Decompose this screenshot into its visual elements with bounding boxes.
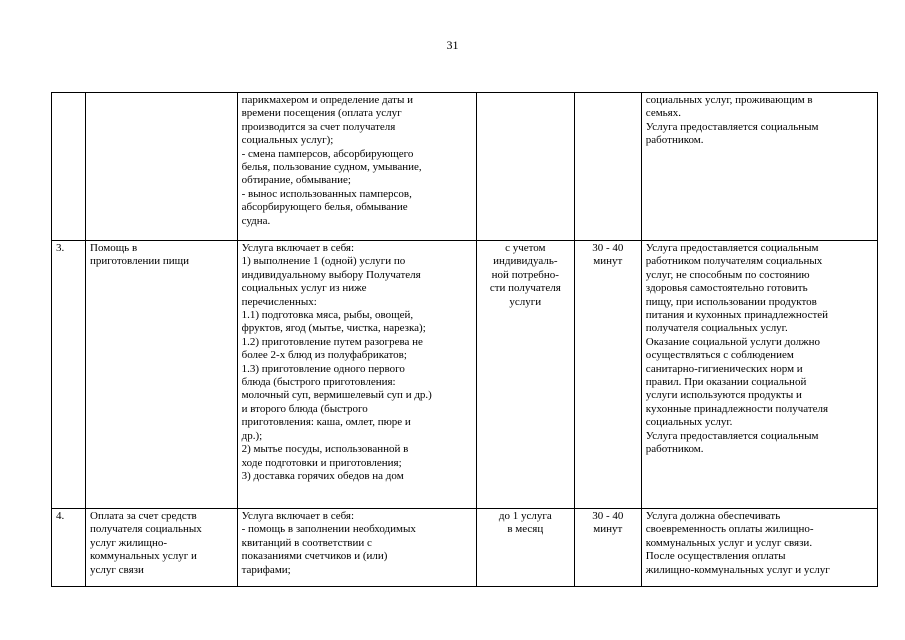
row-number-text: 3. bbox=[56, 242, 65, 254]
service-content bbox=[237, 509, 476, 587]
service-conditions bbox=[641, 241, 877, 509]
service-conditions-line: получателя социальных услуг. bbox=[645, 322, 788, 335]
service-name-line: получателя социальных bbox=[90, 523, 202, 536]
service-conditions-line: услуг, не способным по состоянию bbox=[645, 268, 810, 281]
service-name bbox=[86, 93, 238, 241]
service-conditions bbox=[641, 509, 877, 587]
service-time bbox=[574, 241, 641, 509]
service-content-line: 2) мытье посуды, использованной в bbox=[241, 443, 409, 456]
service-conditions-line: питания и кухонных принадлежностей bbox=[645, 309, 829, 322]
service-time-line: минут bbox=[593, 255, 623, 268]
service-volume-line: ной потребно- bbox=[491, 268, 559, 281]
service-content-line: квитанций в соответствии с bbox=[241, 536, 372, 549]
service-volume bbox=[476, 93, 574, 241]
service-content-line: 1) выполнение 1 (одной) услуги по bbox=[241, 255, 406, 268]
service-conditions-line: социальных услуг. bbox=[645, 416, 733, 429]
service-content-line: производится за счет получателя bbox=[241, 120, 396, 133]
service-name bbox=[86, 241, 238, 509]
service-content-line: 1.3) приготовление одного первого bbox=[241, 362, 405, 375]
service-content-line: времени посещения (оплата услуг bbox=[241, 107, 402, 120]
service-content-line: Услуга включает в себя: bbox=[241, 510, 355, 522]
table-row bbox=[52, 509, 878, 587]
service-conditions-line: работником. bbox=[645, 134, 704, 147]
service-conditions-line: услуги используются продукты и bbox=[645, 389, 802, 402]
service-time bbox=[574, 509, 641, 587]
service-content-line: приготовления: каша, омлет, пюре и bbox=[241, 416, 411, 429]
service-conditions-line: социальных услуг, проживающим в bbox=[645, 94, 813, 106]
service-content-line: белья, пользование судном, умывание, bbox=[241, 161, 422, 174]
service-content-line: более 2-х блюд из полуфабрикатов; bbox=[241, 349, 407, 362]
table-row bbox=[52, 93, 878, 241]
table-row bbox=[52, 241, 878, 509]
service-time bbox=[574, 93, 641, 241]
service-volume-line: индивидуаль- bbox=[493, 255, 558, 268]
service-content-line: парикмахером и определение даты и bbox=[241, 94, 414, 106]
service-content-line: молочный суп, вермишелевый суп и др.) bbox=[241, 389, 432, 402]
service-content-line: абсорбирующего белья, обмывание bbox=[241, 201, 408, 214]
service-name-line: услуг связи bbox=[90, 563, 144, 576]
service-content-line: - помощь в заполнении необходимых bbox=[241, 523, 416, 536]
service-content-line: обтирание, обмывание; bbox=[241, 174, 351, 187]
service-name-line: коммунальных услуг и bbox=[90, 550, 197, 563]
service-name-line: Оплата за счет средств bbox=[90, 510, 197, 522]
service-name-line: приготовлении пищи bbox=[90, 255, 190, 268]
service-volume-line: с учетом bbox=[505, 242, 546, 254]
service-content-line: фруктов, ягод (мытье, чистка, нарезка); bbox=[241, 322, 426, 335]
service-conditions-line: работником. bbox=[645, 443, 704, 456]
service-content-line: тарифами; bbox=[241, 563, 291, 576]
service-content-line: социальных услуг); bbox=[241, 134, 334, 147]
service-content-line: 3) доставка горячих обедов на дом bbox=[241, 469, 404, 482]
page-number: 31 bbox=[446, 38, 459, 52]
service-conditions-line: здоровья самостоятельно готовить bbox=[645, 282, 808, 295]
service-conditions-line: коммунальных услуг и услуг связи. bbox=[645, 536, 813, 549]
service-conditions-line: санитарно-гигиенических норм и bbox=[645, 362, 803, 375]
service-content-line: перечисленных: bbox=[241, 295, 317, 308]
service-conditions-line: своевременность оплаты жилищно- bbox=[645, 523, 814, 536]
service-conditions-line: Услуга предоставляется социальным bbox=[645, 429, 819, 442]
service-content-line: - смена памперсов, абсорбирующего bbox=[241, 147, 414, 160]
service-name bbox=[86, 509, 238, 587]
service-volume-line: услуги bbox=[509, 295, 542, 308]
service-conditions-line: После осуществления оплаты bbox=[645, 550, 786, 563]
service-conditions bbox=[641, 93, 877, 241]
service-conditions-line: пищу, при использовании продуктов bbox=[645, 295, 817, 308]
service-conditions-line: Услуга предоставляется социальным bbox=[645, 242, 819, 254]
service-content-line: судна. bbox=[241, 214, 271, 227]
service-conditions-line: Оказание социальной услуги должно bbox=[645, 335, 821, 348]
service-conditions-line: Услуга должна обеспечивать bbox=[645, 510, 781, 522]
service-content-line: - вынос использованных памперсов, bbox=[241, 187, 412, 200]
service-conditions-line: осуществляться с соблюдением bbox=[645, 349, 794, 362]
service-content bbox=[237, 241, 476, 509]
service-content-line: др.); bbox=[241, 429, 263, 442]
service-content-line: блюда (быстрого приготовления: bbox=[241, 376, 396, 389]
service-content-line: 1.2) приготовление путем разогрева не bbox=[241, 335, 423, 348]
service-content-line: показаниями счетчиков и (или) bbox=[241, 550, 388, 563]
service-name-line: Помощь в bbox=[90, 242, 138, 254]
service-content-line: Услуга включает в себя: bbox=[241, 242, 355, 254]
service-volume bbox=[476, 241, 574, 509]
service-conditions-line: семьях. bbox=[645, 107, 681, 120]
service-content-line: социальных услуг из ниже bbox=[241, 282, 367, 295]
service-content bbox=[237, 93, 476, 241]
row-number bbox=[52, 93, 86, 241]
service-volume-line: сти получателя bbox=[489, 282, 561, 295]
service-content-line: 1.1) подготовка мяса, рыбы, овощей, bbox=[241, 309, 414, 322]
row-number bbox=[52, 241, 86, 509]
service-content-line: индивидуальному выбору Получателя bbox=[241, 268, 421, 281]
service-conditions-line: правил. При оказании социальной bbox=[645, 376, 807, 389]
service-volume-line: до 1 услуга bbox=[498, 510, 552, 522]
service-time-line: 30 - 40 bbox=[592, 510, 624, 522]
service-content-line: и второго блюда (быстрого bbox=[241, 402, 368, 415]
service-conditions-line: жилищно-коммунальных услуг и услуг bbox=[645, 563, 830, 576]
service-conditions-line: Услуга предоставляется социальным bbox=[645, 120, 819, 133]
service-name-line: услуг жилищно- bbox=[90, 536, 168, 549]
service-content-line: ходе подготовки и приготовления; bbox=[241, 456, 402, 469]
service-volume-line: в месяц bbox=[507, 523, 544, 536]
service-time-line: минут bbox=[593, 523, 623, 536]
service-volume bbox=[476, 509, 574, 587]
service-conditions-line: кухонные принадлежности получателя bbox=[645, 402, 829, 415]
row-number bbox=[52, 509, 86, 587]
service-time-line: 30 - 40 bbox=[592, 242, 624, 254]
services-table bbox=[51, 92, 878, 587]
service-conditions-line: работником получателям социальных bbox=[645, 255, 823, 268]
row-number-text: 4. bbox=[56, 510, 65, 522]
